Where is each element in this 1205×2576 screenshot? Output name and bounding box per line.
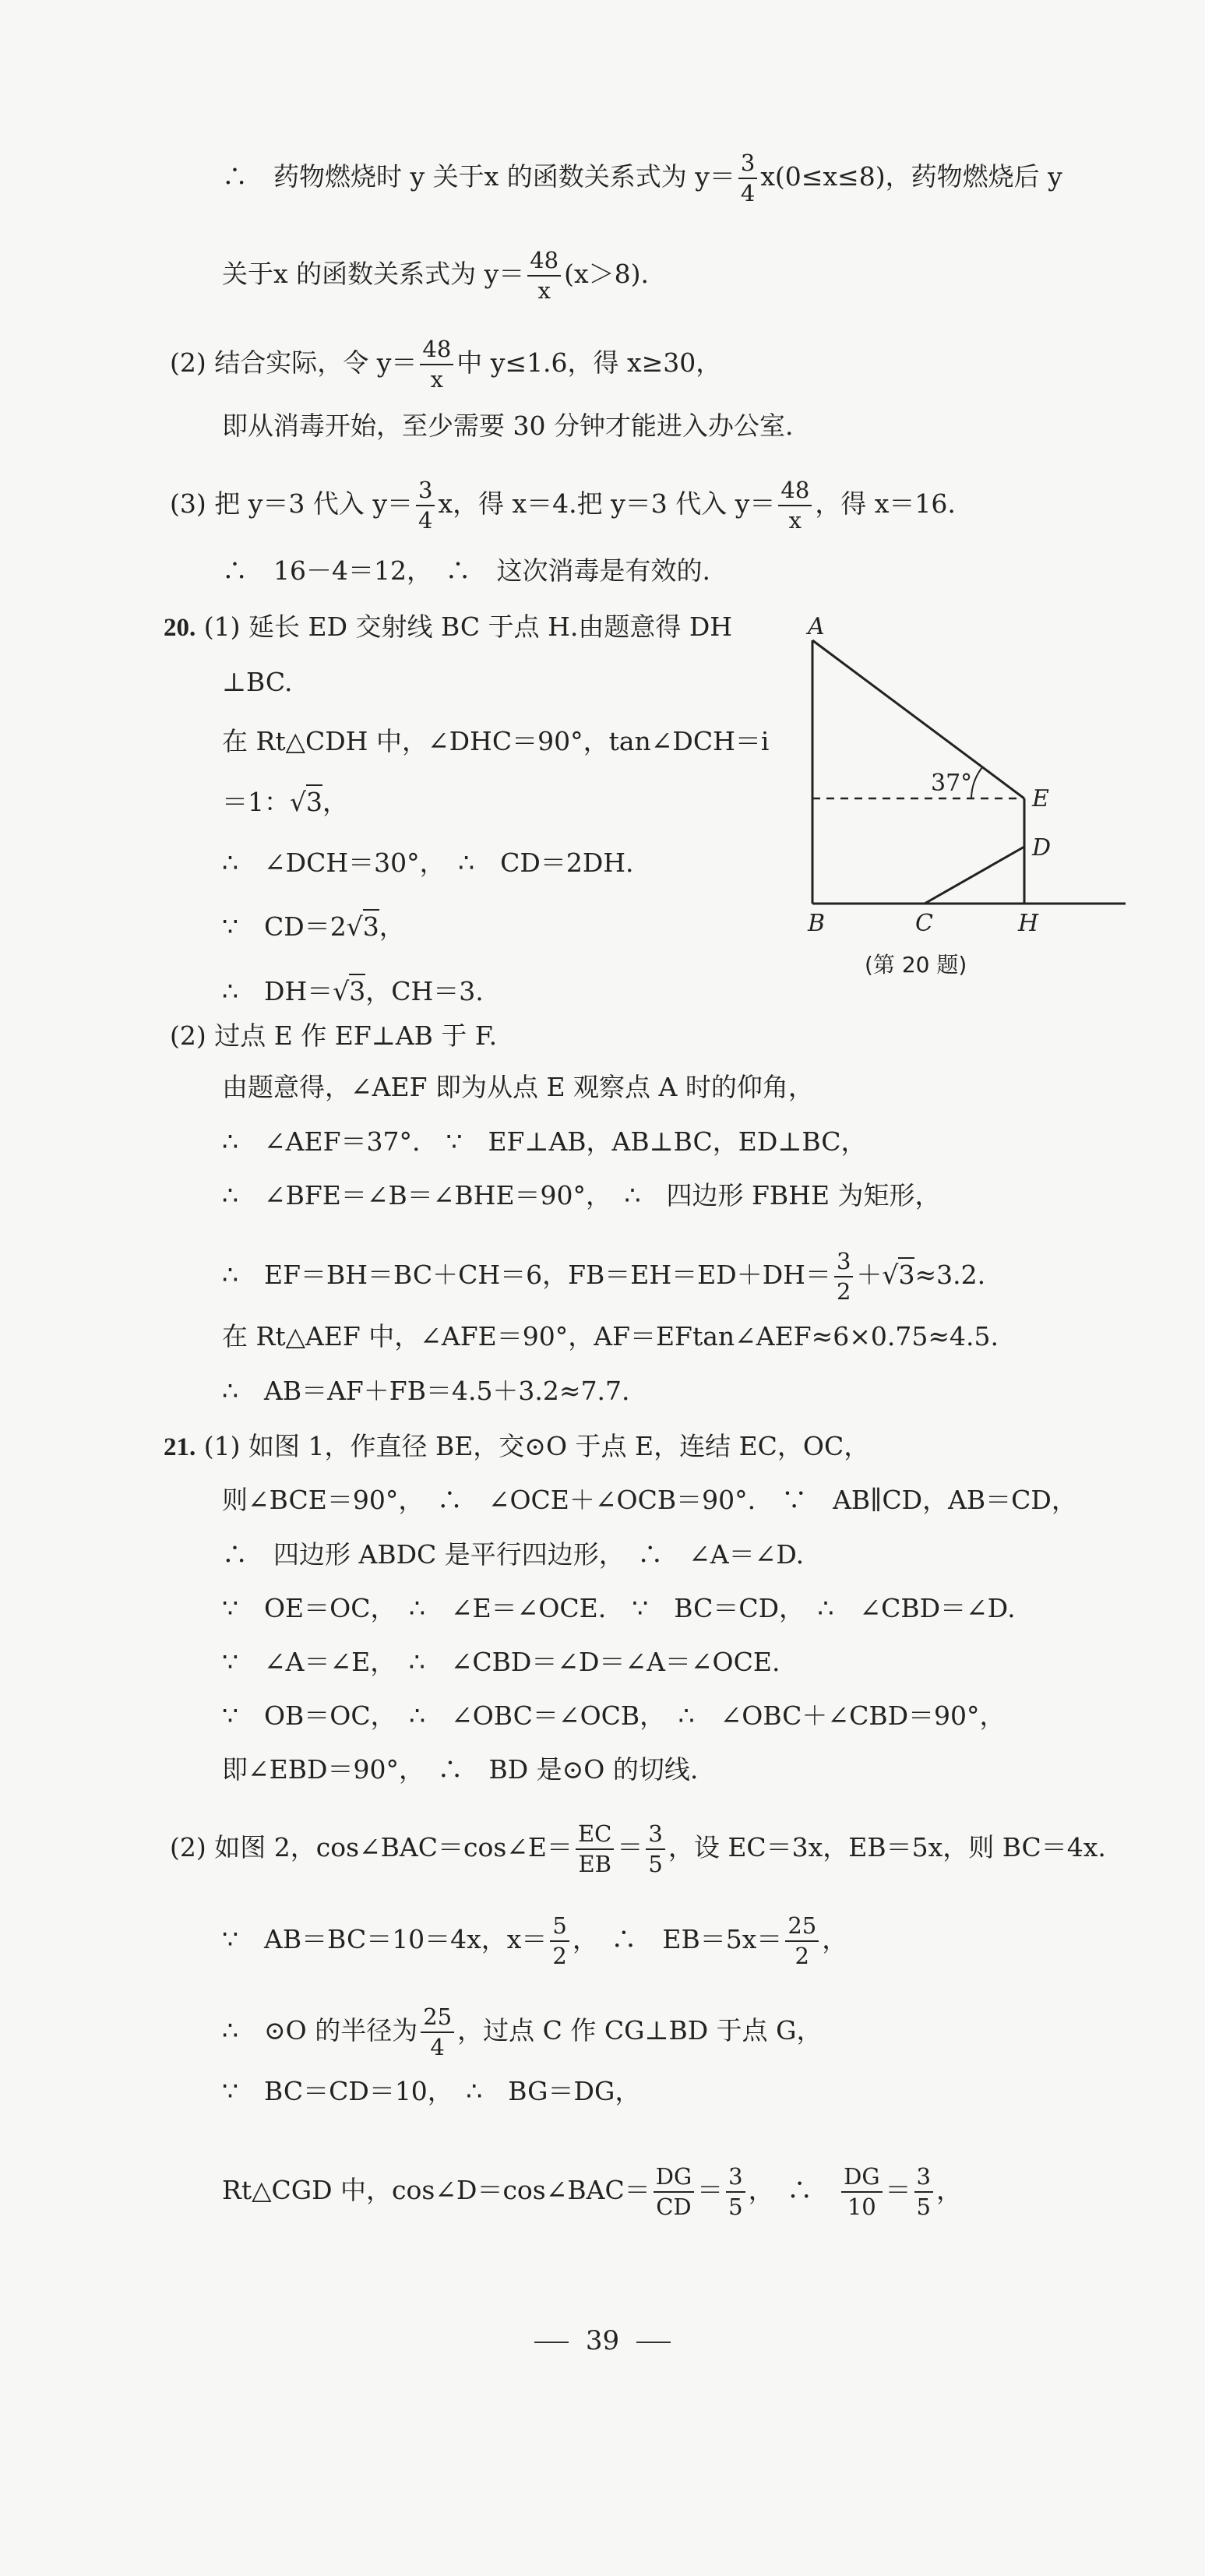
text-line: ∵ ∠A＝∠E， ∴ ∠CBD＝∠D＝∠A＝∠OCE. — [222, 1647, 780, 1677]
fraction: $\frac{3}{4}$ — [738, 152, 757, 205]
text-line: 21. (1) 如图 1，作直径 BE，交⊙O 于点 E，连结 EC，OC， — [164, 1431, 870, 1461]
text-line: 即从消毒开始，至少需要 30 分钟才能进入办公室. — [222, 411, 794, 441]
text-line: ∴ ∠AEF＝37°. ∵ EF⊥AB，AB⊥BC，ED⊥BC， — [222, 1126, 867, 1157]
fraction: $\frac{3}{5}$ — [914, 2165, 933, 2218]
segment-AE — [812, 640, 1024, 798]
angle-arc — [971, 767, 982, 798]
text-line: ∴ DH＝√3，CH＝3. — [222, 976, 484, 1007]
text-line: ∴ ∠DCH＝30°， ∴ CD＝2DH. — [222, 848, 634, 878]
text-line: ∵ OE＝OC， ∴ ∠E＝∠OCE. ∵ BC＝CD， ∴ ∠CBD＝∠D. — [222, 1593, 1016, 1623]
fraction: $\frac{25}{2}$ — [785, 1915, 819, 1968]
fraction: $\frac{DG}{10}$ — [841, 2165, 882, 2218]
dash-left — [534, 2342, 569, 2343]
fraction: $\frac{25}{4}$ — [421, 2006, 454, 2059]
text-line: ∴ 药物燃烧时 y 关于x 的函数关系式为 y＝ $\frac{3}{4}$ x(0≤x≤8)，药物燃烧后 y — [222, 150, 1062, 206]
text-line: (3) 把 y＝3 代入 y＝ $\frac{3}{4}$ x，得 x＝4.把 y＝3 代入 y＝ $\frac{48}{x}$ ，得 x＝16. — [170, 477, 956, 534]
text-line: 在 Rt△AEF 中，∠AFE＝90°，AF＝EFtan∠AEF≈6×0.75≈4.5. — [222, 1321, 999, 1351]
text-line: ∵ OB＝OC， ∴ ∠OBC＝∠OCB， ∴ ∠OBC＋∠CBD＝90°， — [222, 1700, 1006, 1731]
fraction: $\frac{3}{2}$ — [834, 1250, 853, 1303]
text-line: (2) 结合实际，令 y＝ $\frac{48}{x}$ 中 y≤1.6，得 x≥30， — [170, 336, 722, 393]
fraction: $\frac{3}{4}$ — [416, 479, 435, 532]
text-line: ＝1：√3， — [222, 787, 348, 818]
page-number: 39 — [0, 2325, 1205, 2356]
label-E: E — [1032, 785, 1049, 812]
text-line: 20. (1) 延长 ED 交射线 BC 于点 H.由题意得 DH — [164, 611, 733, 642]
dash-right — [636, 2342, 671, 2343]
fraction: $\frac{48}{x}$ — [420, 338, 453, 391]
text-line: 在 Rt△CDH 中，∠DHC＝90°，tan∠DCH＝i — [222, 726, 770, 756]
text-line: (2) 如图 2，cos∠BAC＝cos∠E＝ $\frac{EC}{EB}$ ＝ $\frac{3}{5}$ ，设 EC＝3x，EB＝5x，则 BC＝4x. — [170, 1820, 1106, 1877]
text-line: ∴ EF＝BH＝BC＋CH＝6，FB＝EH＝ED＋DH＝ $\frac{3}{2}$ ＋√3≈3.2. — [222, 1248, 986, 1305]
text-line: 由题意得，∠AEF 即为从点 E 观察点 A 时的仰角， — [222, 1072, 814, 1102]
geometry-figure-20 — [791, 615, 1141, 981]
text-line: ∴ 四边形 ABDC 是平行四边形， ∴ ∠A＝∠D. — [222, 1539, 805, 1570]
text-line: 关于x 的函数关系式为 y＝ $\frac{48}{x}$ (x＞8). — [222, 247, 649, 304]
fraction: $\frac{DG}{CD}$ — [654, 2165, 694, 2218]
fraction: $\frac{48}{x}$ — [778, 479, 812, 532]
fraction: $\frac{5}{2}$ — [550, 1915, 569, 1968]
label-C: C — [915, 910, 933, 937]
text-line: ⊥BC. — [222, 667, 293, 697]
label-angle: 37° — [931, 770, 973, 797]
text-line: ∵ BC＝CD＝10， ∴ BG＝DG， — [222, 2076, 641, 2106]
fraction: $\frac{48}{x}$ — [527, 249, 561, 302]
text-line: (2) 过点 E 作 EF⊥AB 于 F. — [170, 1020, 498, 1051]
question-number: 21. — [164, 1433, 196, 1461]
label-A: A — [808, 615, 825, 640]
text-line: ∵ AB＝BC＝10＝4x，x＝ $\frac{5}{2}$ ， ∴ EB＝5x＝ $\frac{25}{2}$ ， — [222, 1912, 848, 1969]
figure-caption: (第 20 题) — [865, 952, 967, 978]
text-line: ∴ ⊙O 的半径为 $\frac{25}{4}$ ，过点 C 作 CG⊥BD 于点 G， — [222, 2003, 823, 2060]
fraction: $\frac{3}{5}$ — [726, 2165, 745, 2218]
text-line: ∴ AB＝AF＋FB＝4.5＋3.2≈7.7. — [222, 1376, 630, 1406]
segment-CD — [925, 847, 1024, 904]
text-line: Rt△CGD 中，cos∠D＝cos∠BAC＝ $\frac{DG}{CD}$ ＝ $\frac{3}{5}$ ， ∴ $\frac{DG}{10}$ ＝ $\frac{3}{5}$ ， — [222, 2163, 962, 2220]
label-B: B — [808, 910, 826, 937]
text-line: ∵ CD＝2√3， — [222, 911, 405, 943]
text-line: ∴ ∠BFE＝∠B＝∠BHE＝90°， ∴ 四边形 FBHE 为矩形， — [222, 1180, 941, 1210]
label-H: H — [1018, 910, 1039, 937]
question-number: 20. — [164, 614, 196, 642]
fraction: $\frac{EC}{EB}$ — [576, 1823, 614, 1876]
label-D: D — [1032, 834, 1052, 862]
text-line: 则∠BCE＝90°， ∴ ∠OCE＋∠OCB＝90°. ∵ AB∥CD，AB＝CD， — [222, 1485, 1077, 1515]
fraction: $\frac{3}{5}$ — [646, 1823, 664, 1876]
text-line: ∴ 16－4＝12， ∴ 这次消毒是有效的. — [222, 555, 710, 586]
text-line: 即∠EBD＝90°， ∴ BD 是⊙O 的切线. — [222, 1754, 699, 1785]
